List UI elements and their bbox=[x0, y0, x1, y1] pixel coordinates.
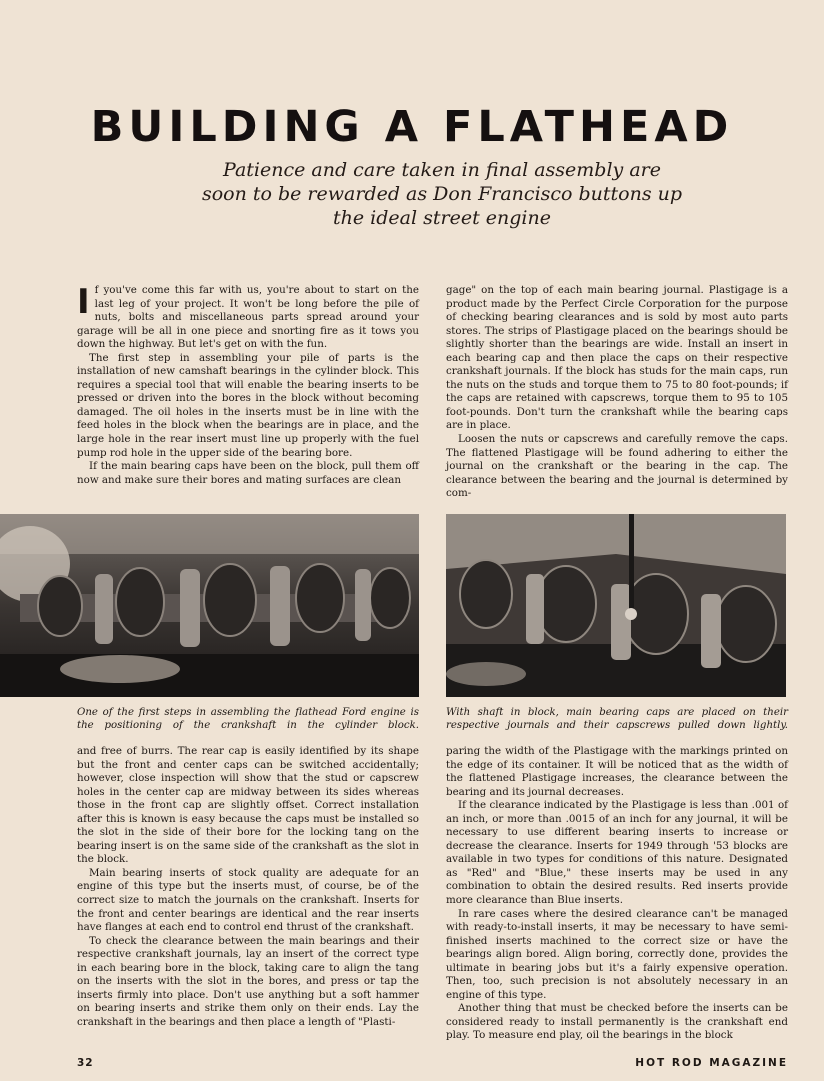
bearing-caps-photo-icon bbox=[446, 514, 786, 697]
paragraph: Loosen the nuts or capscrews and carefully remove the caps. The flattened Plastigage will be found adhering to either the journal on the crankshaft or the bearing in the cap. The clearance between the bearing and the journal is determined by com- bbox=[446, 433, 788, 500]
paragraph: In rare cases where the desired clearance can't be managed with ready-to-install inserts, it may be necessary to have semi-finished inserts machined to the correct size or have the bearings align bored. Align boring, correctly done, provides the ultimate in bearing jobs but it's a fairly expensive operation. Then, too, such precision is not absolutely necessary in an engine of this type. bbox=[446, 907, 788, 1001]
paragraph: The first step in assembling your pile of parts is the installation of new camshaft bearings in the cylinder block. This requires a special tool that will enable the bearing inserts to be pressed or driven into the bores in the block without becoming damaged. The oil holes in the inserts must be in line with the feed holes in the block when the bearings are in place, and the large hole in the rear insert must line up properly with the fuel pump rod hole in the upper side of the bearing bore. bbox=[77, 351, 419, 459]
page-number: 32 bbox=[77, 1057, 94, 1069]
figure-caption: One of the first steps in assembling the flathead Ford engine is the positioning of the crankshaft in the cylinder block. bbox=[77, 707, 419, 731]
paragraph: Main bearing inserts of stock quality are adequate for an engine of this type but the inserts must, of course, be of the correct size to match the journals on the crankshaft. Inserts for the front and center bearings are identical and the rear inserts have flanges at each end to control end thrust of the crankshaft. bbox=[77, 866, 419, 934]
paragraph: gage" on the top of each main bearing journal. Plastigage is a product made by the Perfect Circle Corporation for the purpose of checking bearing clearances and is sold by most auto parts stores. The strips of Plastigage placed on the bearings should be slightly shorter than the bearings are wide. Install an insert in each bearing cap and then place the caps on their respective crankshaft journals. If the block has studs for the main caps, run the nuts on the studs and torque them to 75 to 80 foot-pounds; if the caps are retained with capscrews, torque them to 95 to 105 foot-pounds. Don't turn the crankshaft while the bearing caps are in place. bbox=[446, 284, 788, 432]
paragraph: If the main bearing caps have been on the block, pull them off now and make sure their bores and mating surfaces are clean bbox=[77, 460, 419, 486]
right-column-bottom bbox=[446, 745, 788, 1045]
article-title: BUILDING A FLATHEAD bbox=[90, 102, 734, 152]
photo-bearing-caps bbox=[446, 514, 786, 697]
paragraph: paring the width of the Plastigage with the markings printed on the edge of its container. It will be noticed that as the width of the flattened Plastigage increases, the clearance between the bearing and its journal decreases. bbox=[446, 745, 788, 798]
paragraph: and free of burrs. The rear cap is easily identified by its shape but the front and center caps can be switched accidentally; however, close inspection will show that the stud or capscrew holes in the center cap are midway between its sides whereas those in the front cap are slightly offset. Correct installation after this is known is easy because the caps must be installed so the slot in the side of their bore for the locking tang on the bearing insert is on the same side of the crankshaft as the slot in the block. bbox=[77, 745, 419, 866]
paragraph: f you've come this far with us, you're about to start on the last leg of your project. It won't be long before the pile of nuts, bolts and miscellaneous parts spread around your garage will be all in one piece and snorting fire as it tows you down the highway. But let's get on with the fun. bbox=[77, 284, 419, 351]
left-column-bottom bbox=[77, 745, 419, 1045]
paragraph: If the clearance indicated by the Plastigage is less than .001 of an inch, or more than .0015 of an inch for any journal, it will be necessary to use different bearing inserts to increase or decrease the clearance. Inserts for 1949 through '53 blocks are available in two types for conditions of this nature. Designated as "Red" and "Blue," these inserts may be used in any combination to obtain the desired results. Red inserts provide more clearance than Blue inserts. bbox=[446, 799, 788, 907]
right-column-top bbox=[446, 284, 788, 500]
paragraph: Another thing that must be checked before the inserts can be considered ready to install permanently is the crankshaft end play. To measure end play, oil the bearings in the block bbox=[446, 1002, 788, 1042]
crankshaft-photo-icon bbox=[0, 514, 419, 697]
figure-caption: With shaft in block, main bearing caps are placed on their respective journals and their capscrews pulled down lightly. bbox=[446, 707, 788, 731]
drop-cap: I bbox=[77, 282, 90, 322]
photo-crankshaft bbox=[0, 514, 419, 697]
left-column-top bbox=[77, 284, 419, 494]
article-subtitle: Patience and care taken in final assembly are soon to be rewarded as Don Francisco buttons up the ideal street engine bbox=[201, 159, 683, 229]
paragraph: To check the clearance between the main bearings and their respective crankshaft journals, lay an insert of the correct type in each bearing bore in the block, taking care to align the tang on the inserts with the slot in the bores, and press or tap the inserts firmly into place. Don't use anything but a soft hammer on bearing inserts and strike them only on their ends. Lay the crankshaft in the bearings and then place a length of "Plasti- bbox=[77, 934, 419, 1028]
publication-name: HOT ROD MAGAZINE bbox=[635, 1057, 788, 1069]
